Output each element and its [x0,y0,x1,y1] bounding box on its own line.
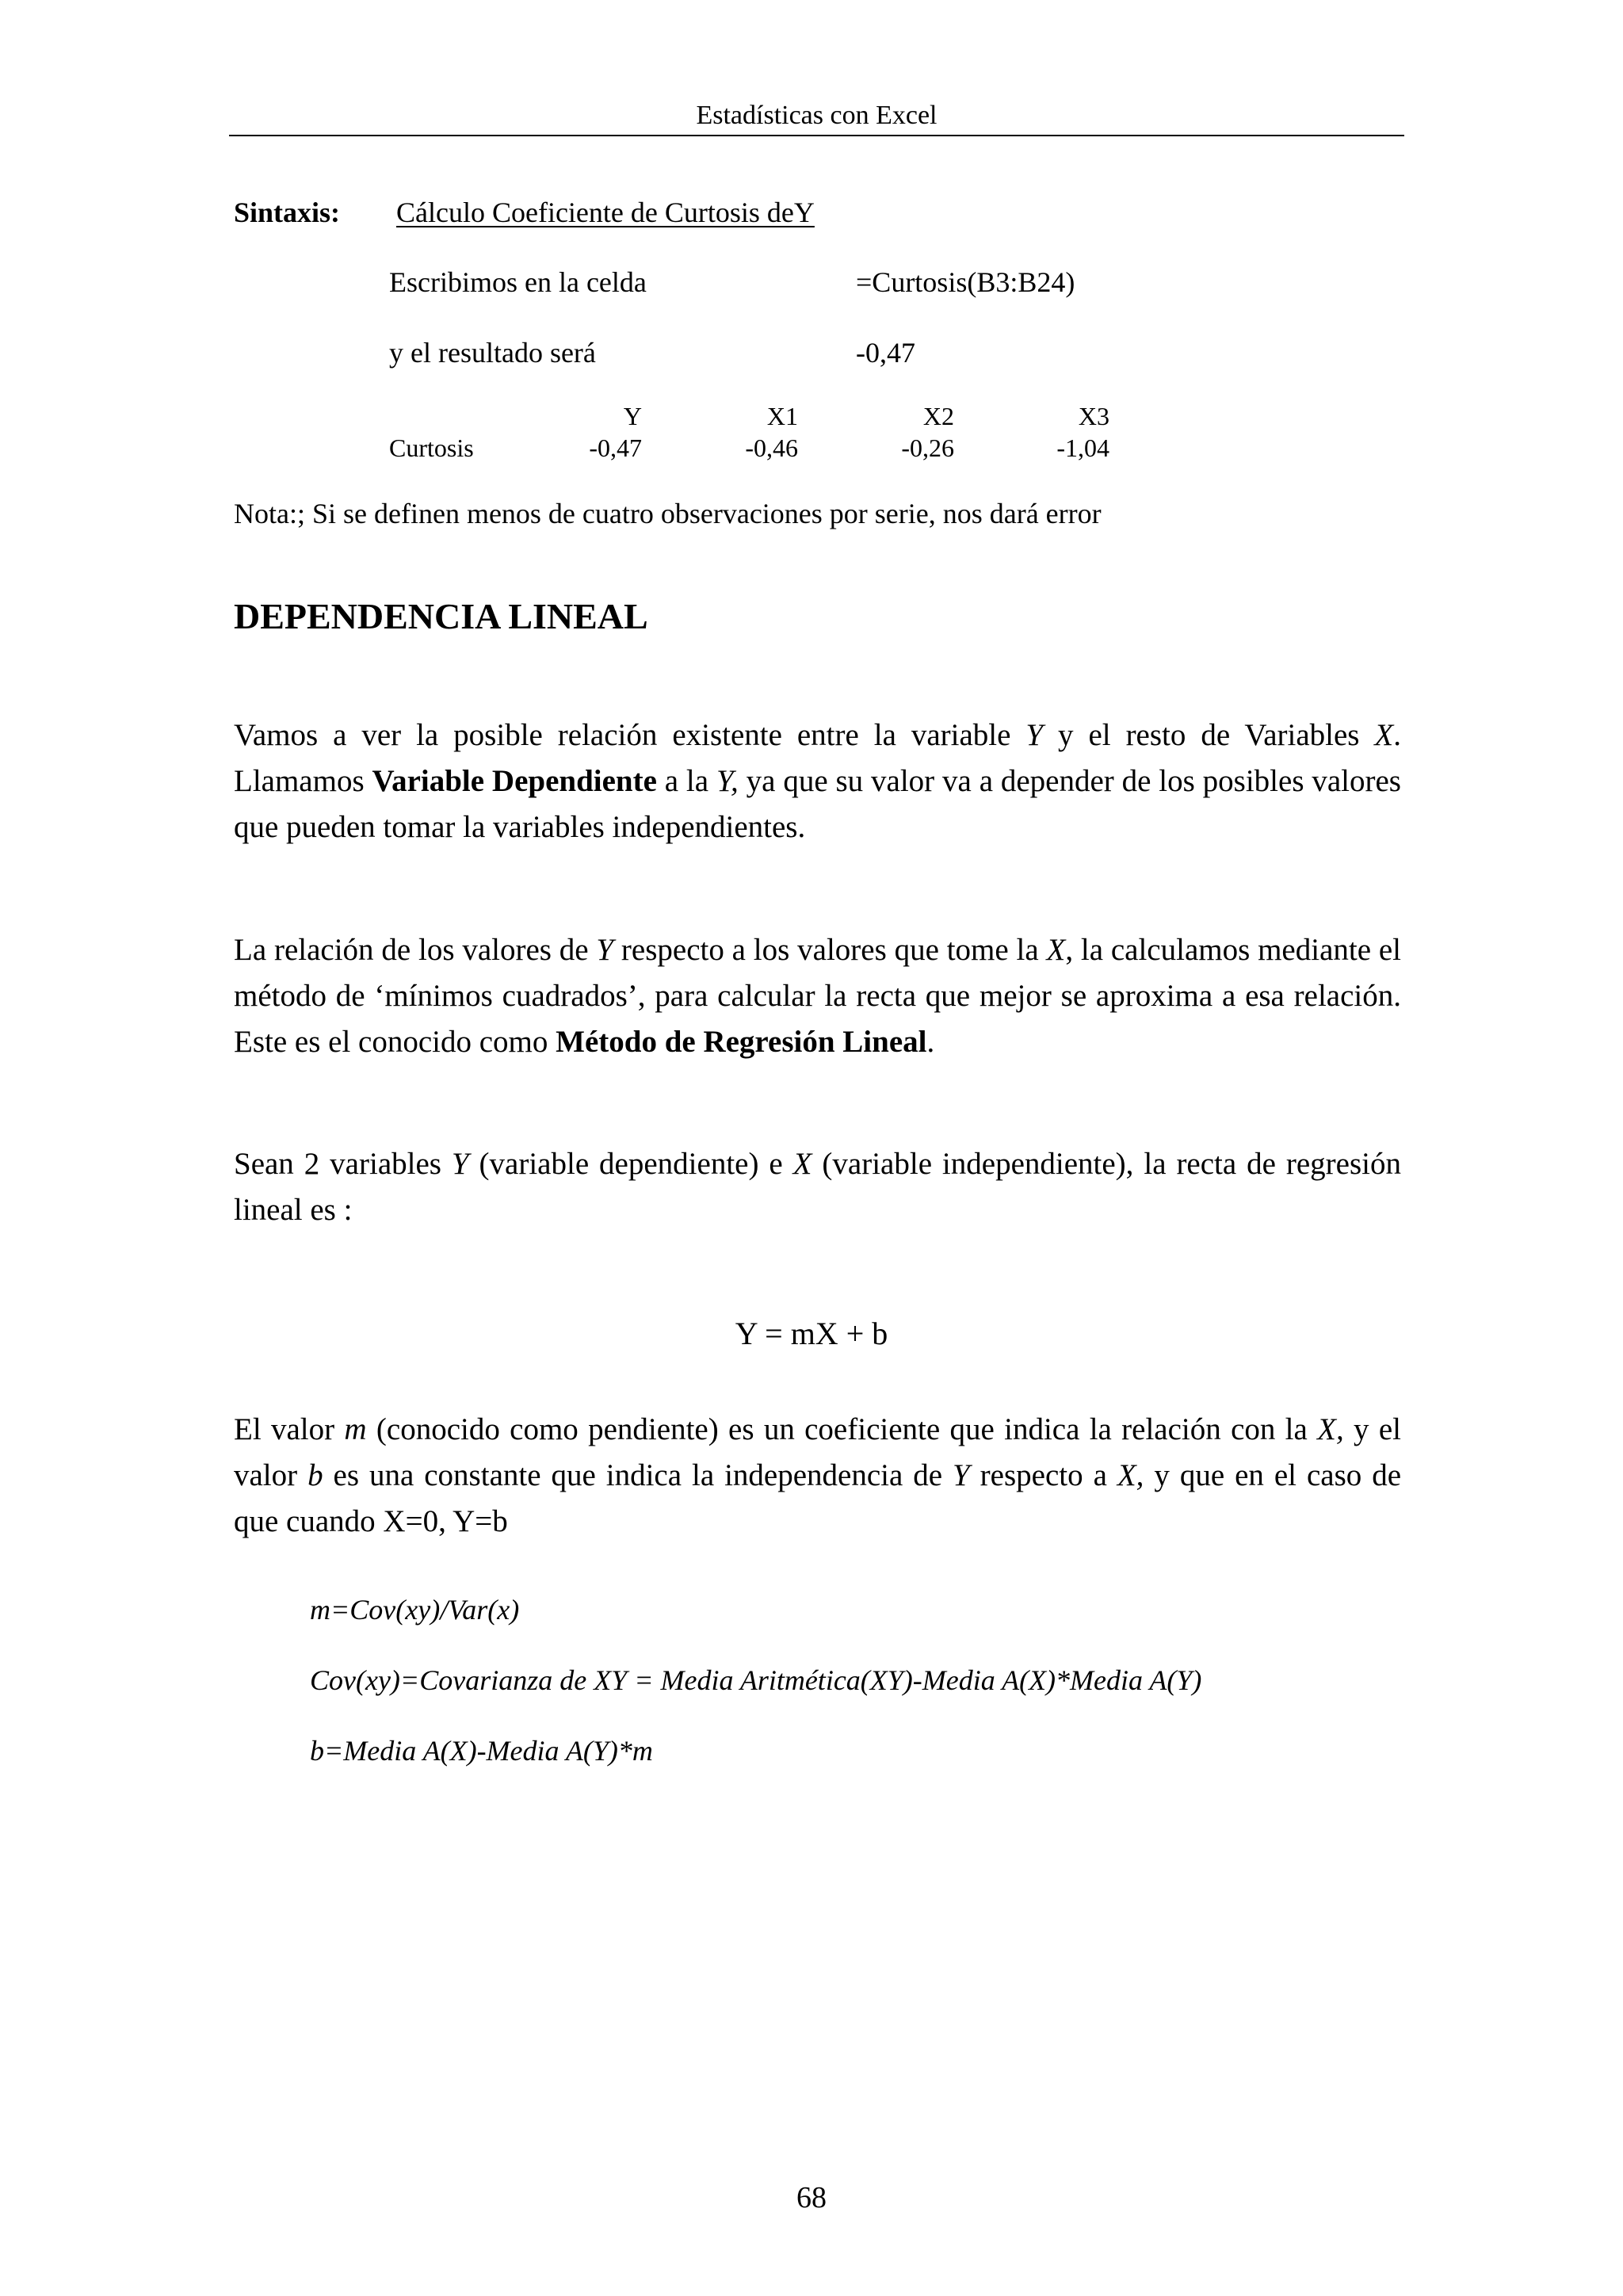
kurtosis-col-header: X3 [1078,402,1109,430]
syntax-row1-value: =Curtosis(B3:B24) [856,266,1075,298]
syntax-label: Sintaxis: [234,197,341,228]
kurtosis-col-header: X2 [922,402,954,430]
syntax-heading: Cálculo Coeficiente de Curtosis deY [396,197,815,228]
note: Nota:; Si se definen menos de cuatro observaciones por serie, nos dará error [234,498,1102,529]
kurtosis-value: -1,04 [1056,434,1109,462]
header-rule [229,135,1404,136]
kurtosis-col-header: X1 [766,402,798,430]
page-number: 68 [796,2181,827,2214]
running-header: Estadísticas con Excel [696,101,938,130]
syntax-row1-text: Escribimos en la celda [389,266,647,298]
formula-intercept: b=Media A(X)-Media A(Y)*m [310,1735,653,1767]
kurtosis-value: -0,46 [745,434,798,462]
paragraph-variables: Sean 2 variables Y (variable dependiente) e X (variable independiente), la recta de regresión lineal es : [234,1147,1401,1227]
formula-covariance: Cov(xy)=Covarianza de XY = Media Aritmética(XY)-Media A(X)*Media A(Y) [310,1664,1202,1696]
section-title: DEPENDENCIA LINEAL [234,596,648,636]
kurtosis-col-header: Y [623,402,642,430]
kurtosis-row-label: Curtosis [389,434,474,462]
kurtosis-value: -0,26 [901,434,954,462]
formula-slope: m=Cov(xy)/Var(x) [310,1594,520,1626]
paragraph-intro: Vamos a ver la posible relación existente entre la variable Y y el resto de Variables X. Llamamos Variable Dependiente a la Y, ya que su valor va a depender de los posibles valores que pueden tomar la variables independientes. [234,718,1401,844]
syntax-row2-text: y el resultado será [389,337,596,369]
paragraph-coefficients: El valor m (conocido como pendiente) es un coeficiente que indica la relación con la X, y el valor b es una constante que indica la independencia de Y respecto a X, y que en el caso de que cuando X=0, Y=b [234,1412,1402,1538]
paragraph-method: La relación de los valores de Y respecto a los valores que tome la X, la calculamos mediante el método de ‘mínimos cuadrados’, para calcular la recta que mejor se aproxima a esa relación. Este es el conocido como Método de Regresión Lineal. [234,933,1401,1059]
regression-equation: Y = mX + b [735,1316,888,1351]
kurtosis-value: -0,47 [589,434,642,462]
syntax-row2-value: -0,47 [856,337,915,369]
